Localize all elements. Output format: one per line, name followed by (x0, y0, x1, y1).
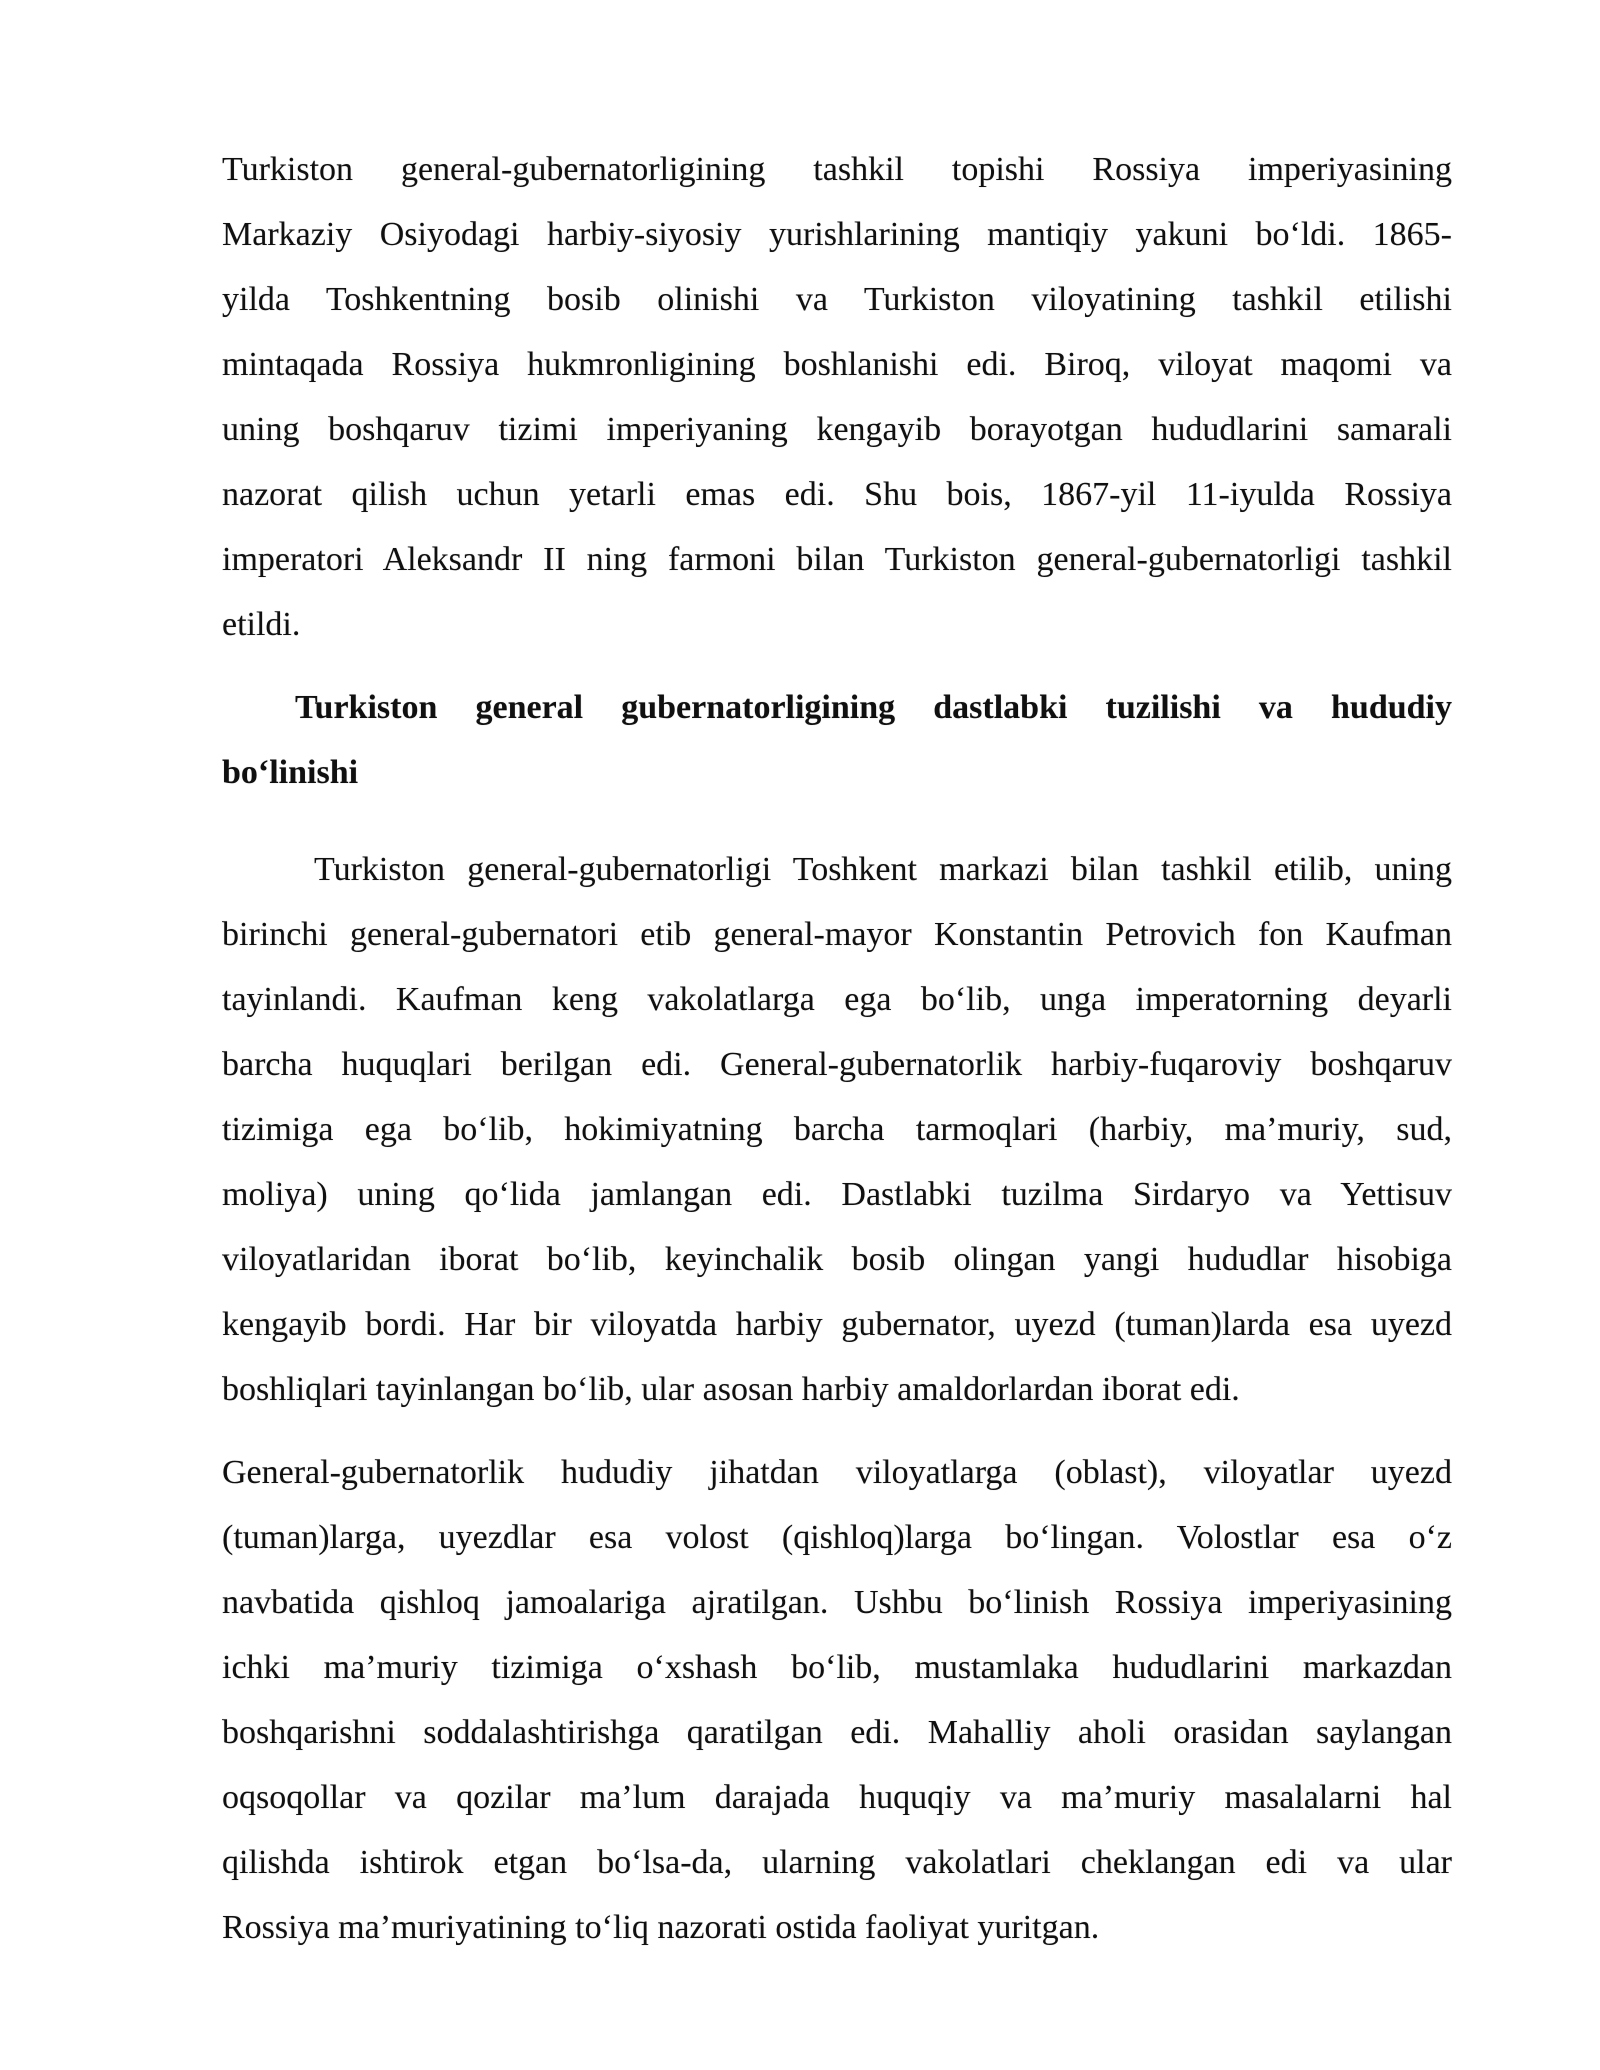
text-line: oqsoqollar va qozilar ma’lum darajada huquqiy va ma’muriy masalalarni hal (222, 1779, 1452, 1816)
text-line: navbatida qishloq jamoalariga ajratilgan. Ushbu bo‘linish Rossiya imperiyasining (222, 1584, 1452, 1621)
text-line: Markaziy Osiyodagi harbiy-siyosiy yurishlarining mantiqiy yakuni bo‘ldi. 1865- (222, 216, 1452, 253)
text-line: boshqarishni soddalashtirishga qaratilgan edi. Mahalliy aholi orasidan saylangan (222, 1714, 1452, 1751)
text-line: tizimiga ega bo‘lib, hokimiyatning barcha tarmoqlari (harbiy, ma’muriy, sud, (222, 1111, 1452, 1148)
text-line: Rossiya ma’muriyatining to‘liq nazorati ostida faoliyat yuritgan. (222, 1909, 1100, 1946)
text-line: (tuman)larga, uyezdlar esa volost (qishloq)larga bo‘lingan. Volostlar esa o‘z (222, 1519, 1452, 1556)
text-line: ichki ma’muriy tizimiga o‘xshash bo‘lib, mustamlaka hududlarini markazdan (222, 1649, 1452, 1686)
text-line: imperatori Aleksandr II ning farmoni bilan Turkiston general-gubernatorligi tashkil (222, 541, 1452, 578)
text-line: barcha huquqlari berilgan edi. General-gubernatorlik harbiy-fuqaroviy boshqaruv (222, 1046, 1452, 1083)
text-line: moliya) uning qo‘lida jamlangan edi. Dastlabki tuzilma Sirdaryo va Yettisuv (222, 1176, 1452, 1213)
intro-paragraph (222, 137, 1452, 657)
text-line: etildi. (222, 606, 301, 643)
text-line: General-gubernatorlik hududiy jihatdan viloyatlarga (oblast), viloyatlar uyezd (222, 1454, 1452, 1491)
page-content (222, 137, 1452, 1978)
section-heading (222, 675, 1452, 805)
text-line: mintaqada Rossiya hukmronligining boshlanishi edi. Biroq, viloyat maqomi va (222, 346, 1452, 383)
text-line: viloyatlaridan iborat bo‘lib, keyinchalik bosib olingan yangi hududlar hisobiga (222, 1241, 1452, 1278)
structure-paragraph (222, 837, 1452, 1422)
text-line: nazorat qilish uchun yetarli emas edi. Shu bois, 1867-yil 11-iyulda Rossiya (222, 476, 1452, 513)
text-line: uning boshqaruv tizimi imperiyaning kengayib borayotgan hududlarini samarali (222, 411, 1452, 448)
text-line: tayinlandi. Kaufman keng vakolatlarga ega bo‘lib, unga imperatorning deyarli (222, 981, 1452, 1018)
text-line: qilishda ishtirok etgan bo‘lsa-da, ularning vakolatlari cheklangan edi va ular (222, 1844, 1452, 1881)
text-line: kengayib bordi. Har bir viloyatda harbiy gubernator, uyezd (tuman)larda esa uyezd (222, 1306, 1452, 1343)
text-line: boshliqlari tayinlangan bo‘lib, ular asosan harbiy amaldorlardan iborat edi. (222, 1371, 1240, 1408)
territory-paragraph (222, 1440, 1452, 1960)
text-line: Turkiston general-gubernatorligi Toshkent markazi bilan tashkil etilib, uning (314, 851, 1452, 888)
text-line: Turkiston general-gubernatorligining tashkil topishi Rossiya imperiyasining (222, 151, 1452, 188)
text-line: yilda Toshkentning bosib olinishi va Turkiston viloyatining tashkil etilishi (222, 281, 1452, 318)
text-line: Turkiston general gubernatorligining dastlabki tuzilishi va hududiy (295, 689, 1452, 726)
text-line: bo‘linishi (222, 754, 359, 791)
text-line: birinchi general-gubernatori etib general-mayor Konstantin Petrovich fon Kaufman (222, 916, 1452, 953)
